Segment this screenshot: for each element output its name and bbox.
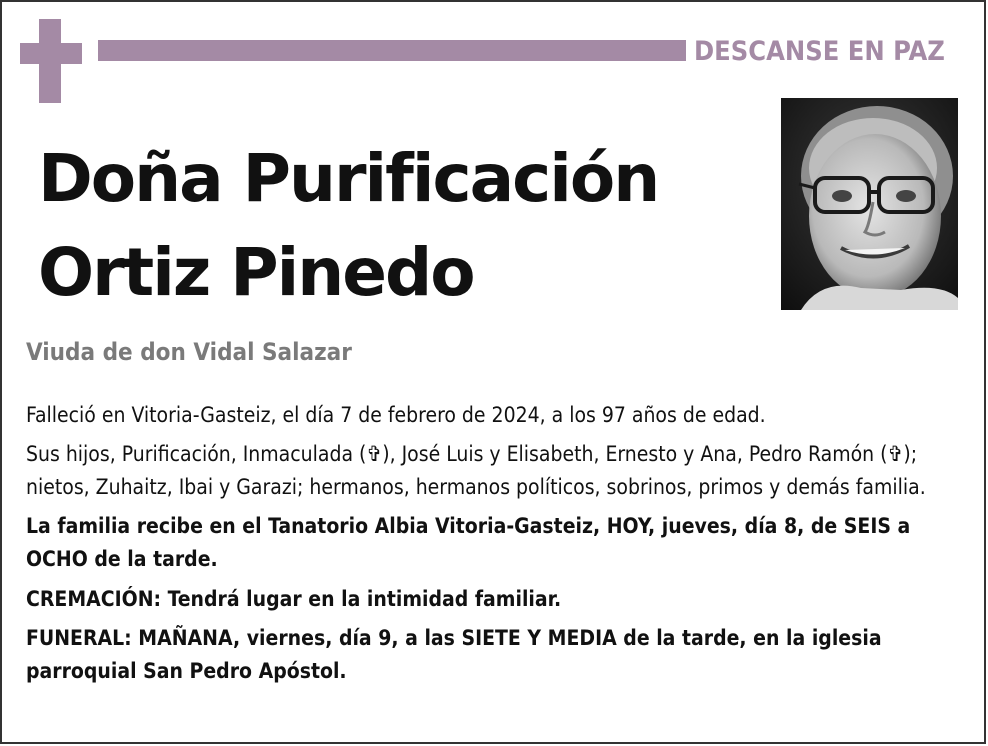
deceased-name [38, 132, 658, 320]
wake-paragraph: La familia recibe en el Tanatorio Albia Vitoria-Gasteiz, HOY, jueves, día 8, de SEIS a OCHO de la tarde. [26, 514, 911, 571]
death-paragraph: Falleció en Vitoria-Gasteiz, el día 7 de febrero de 2024, a los 97 años de edad. [26, 403, 766, 427]
funeral-paragraph: FUNERAL: MAÑANA, viernes, día 9, a las SIETE Y MEDIA de la tarde, en la iglesia parroquial San Pedro Apóstol. [26, 626, 882, 683]
header-tagline: DESCANSE EN PAZ [694, 36, 945, 67]
latin-cross-icon [20, 19, 82, 103]
deceased-name-line1: Doña Purificación [38, 140, 659, 217]
cross-horizontal-bar [20, 43, 82, 64]
family-paragraph: Sus hijos, Purificación, Inmaculada (✞), José Luis y Elisabeth, Ernesto y Ana, Pedro Ramón (✞); nietos, Zuhaitz, Ibai y Garazi; hermanos, hermanos políticos, sobrinos, primos y demás familia. [26, 442, 926, 499]
widow-of-subtitle: Viuda de don Vidal Salazar [26, 338, 352, 366]
portrait-photo [781, 98, 958, 310]
header-divider-bar [98, 40, 686, 61]
notice-body [26, 398, 966, 694]
cremation-paragraph: CREMACIÓN: Tendrá lugar en la intimidad familiar. [26, 587, 562, 611]
portrait-image [781, 98, 958, 310]
deceased-name-line2: Ortiz Pinedo [38, 234, 474, 311]
